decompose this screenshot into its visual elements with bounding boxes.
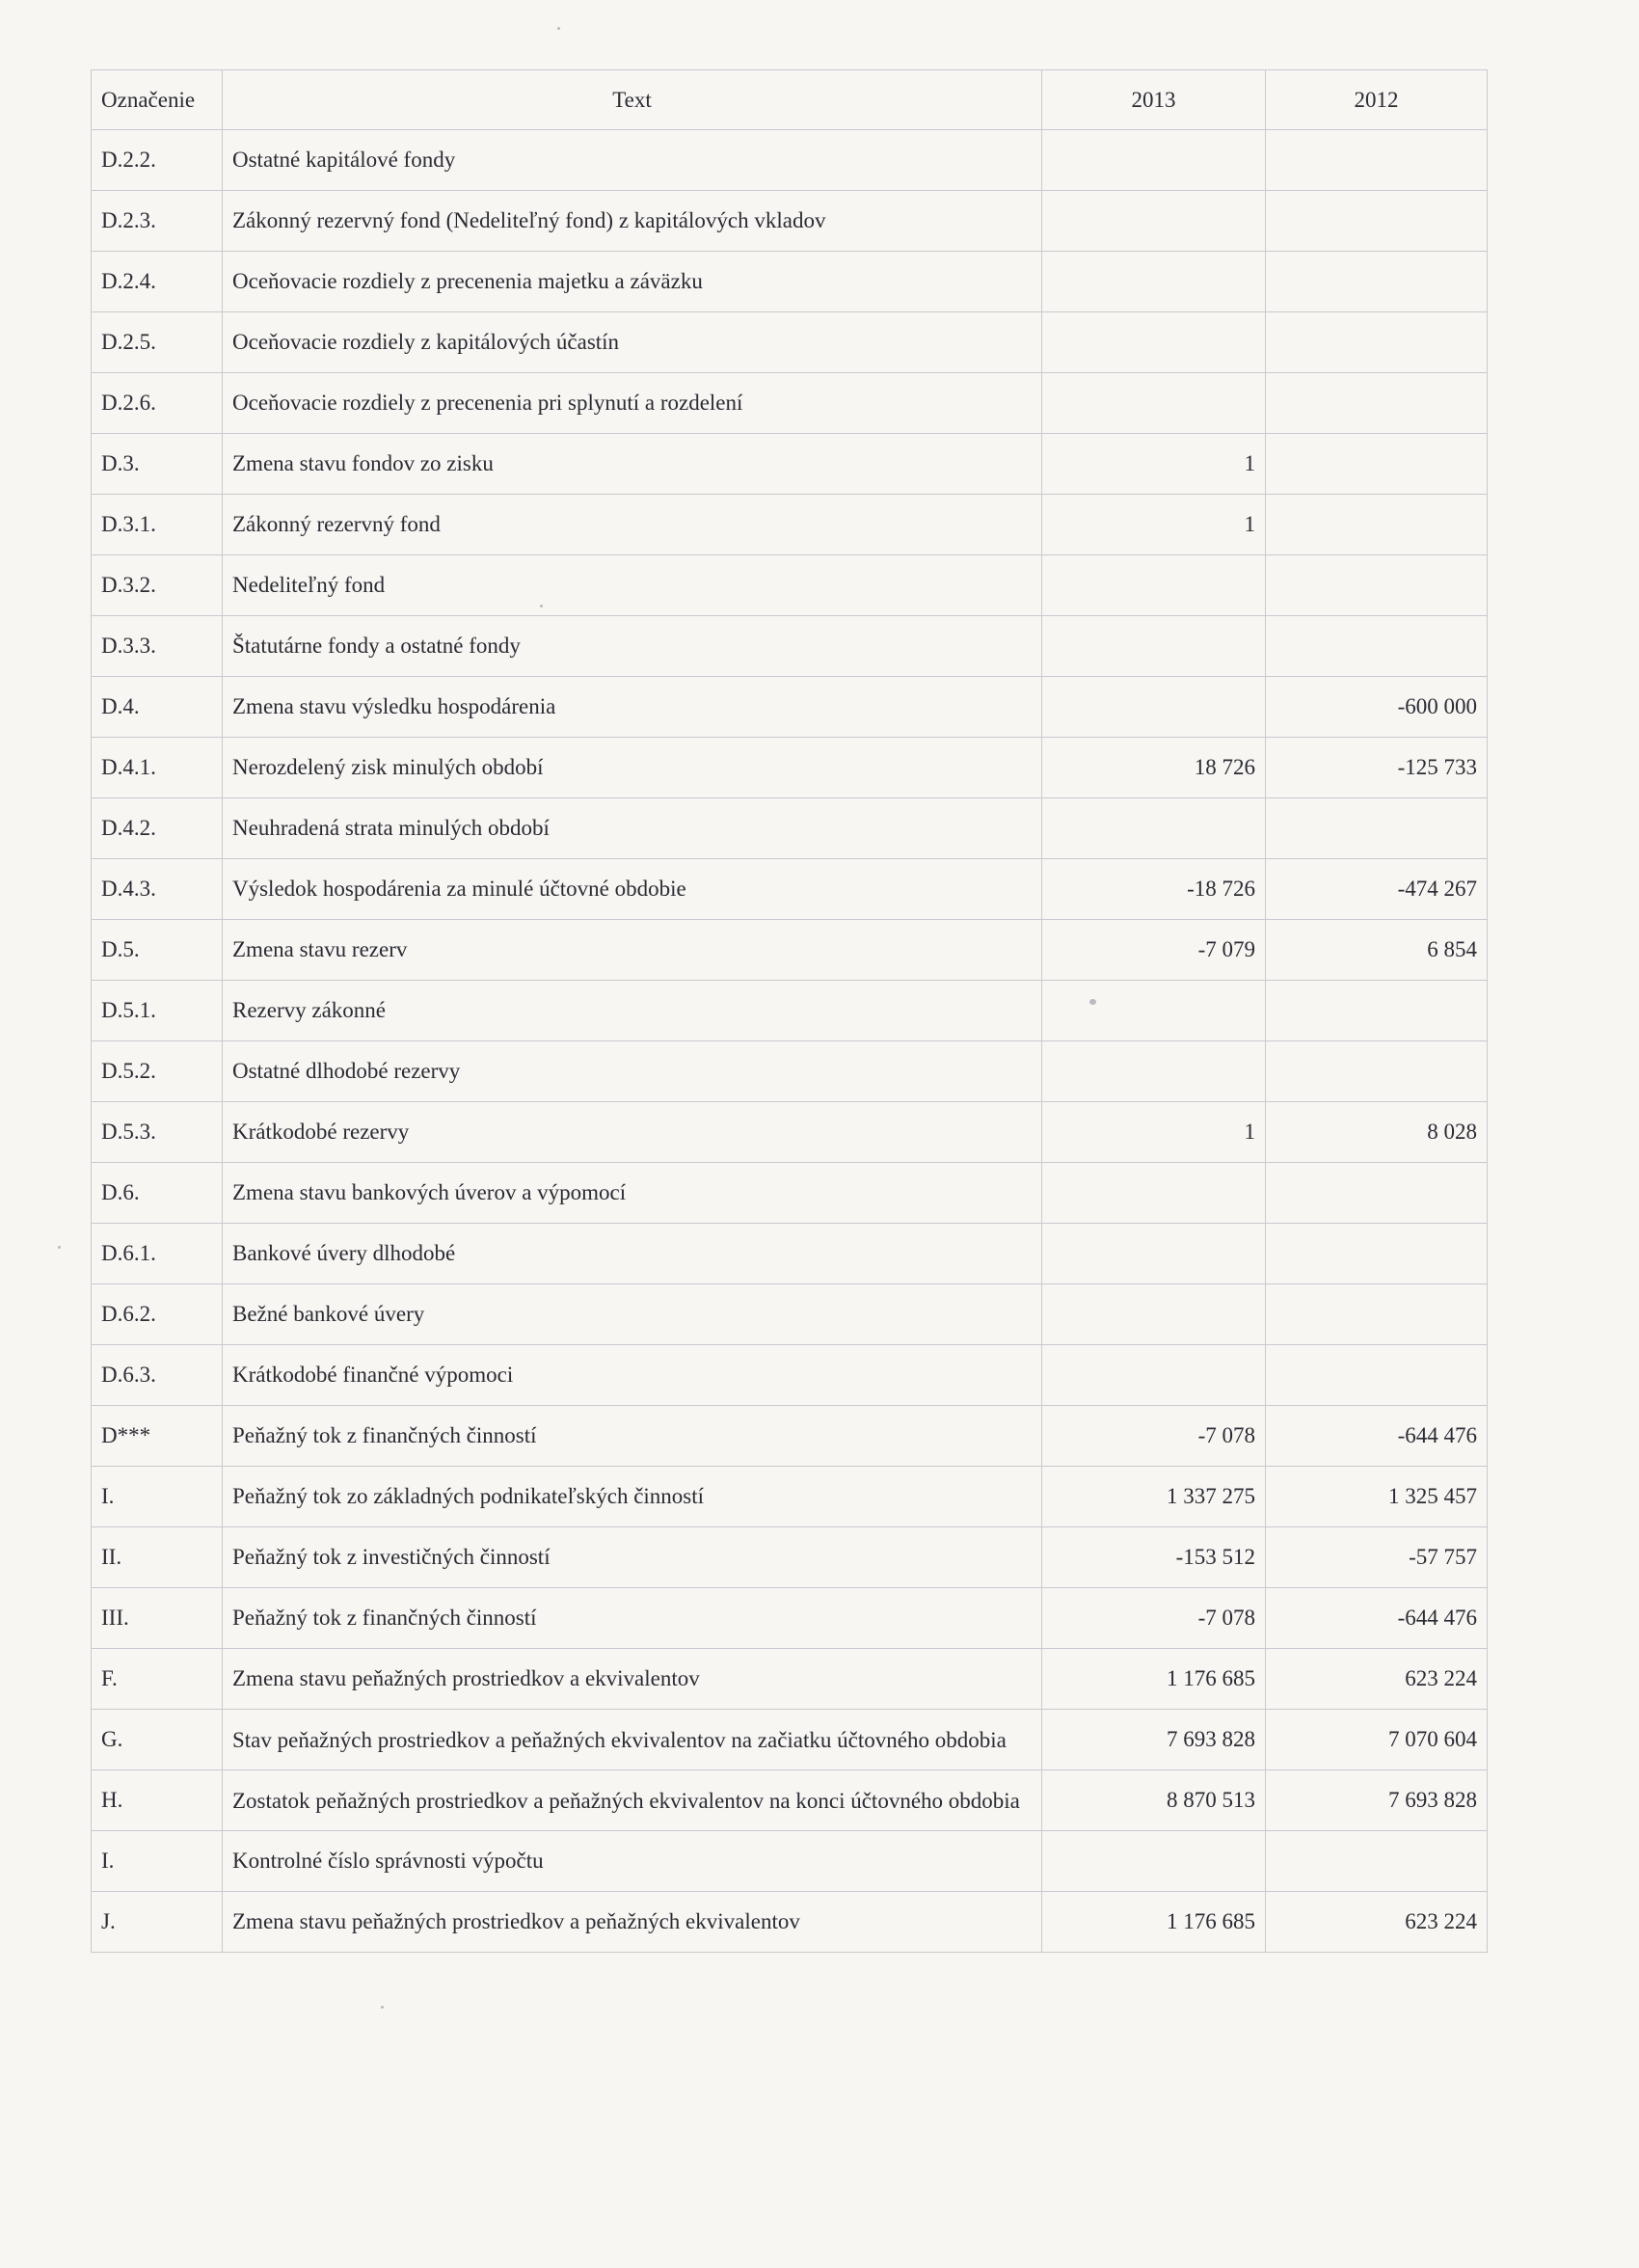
table-row: [92, 1892, 1488, 1953]
row-text: Zákonný rezervný fond: [223, 495, 1042, 555]
row-value-2013: [1042, 1224, 1266, 1284]
row-value-2012: -57 757: [1266, 1527, 1488, 1588]
row-value-2013: 1 337 275: [1042, 1467, 1266, 1527]
row-value-2013: 1: [1042, 1102, 1266, 1163]
header-year-2012: 2012: [1266, 70, 1488, 130]
row-value-2012: 8 028: [1266, 1102, 1488, 1163]
table-row: [92, 312, 1488, 373]
row-code: H.: [92, 1770, 223, 1831]
table-row: [92, 1467, 1488, 1527]
table-row: [92, 1770, 1488, 1831]
row-value-2012: [1266, 495, 1488, 555]
row-text: Bežné bankové úvery: [223, 1284, 1042, 1345]
row-value-2013: [1042, 1831, 1266, 1892]
row-code: D.5.: [92, 920, 223, 981]
row-text: Zostatok peňažných prostriedkov a peňažných ekvivalentov na konci účtovného obdobia: [223, 1770, 1042, 1831]
table-row: [92, 130, 1488, 191]
row-value-2013: [1042, 981, 1266, 1041]
row-value-2012: [1266, 312, 1488, 373]
row-code: D.4.1.: [92, 738, 223, 798]
row-value-2012: [1266, 616, 1488, 677]
table-row: [92, 798, 1488, 859]
table-row: [92, 1041, 1488, 1102]
row-text: Zmena stavu peňažných prostriedkov a peňažných ekvivalentov: [223, 1892, 1042, 1953]
table-row: [92, 1102, 1488, 1163]
row-code: D.3.: [92, 434, 223, 495]
row-value-2013: 1 176 685: [1042, 1649, 1266, 1710]
row-value-2013: [1042, 616, 1266, 677]
row-value-2013: [1042, 312, 1266, 373]
row-value-2012: [1266, 434, 1488, 495]
row-value-2012: [1266, 981, 1488, 1041]
row-text: Krátkodobé rezervy: [223, 1102, 1042, 1163]
row-text: Oceňovacie rozdiely z kapitálových účastín: [223, 312, 1042, 373]
row-value-2013: [1042, 798, 1266, 859]
row-code: G.: [92, 1710, 223, 1770]
row-value-2013: 8 870 513: [1042, 1770, 1266, 1831]
table-row: [92, 373, 1488, 434]
row-text: Krátkodobé finančné výpomoci: [223, 1345, 1042, 1406]
table-row: [92, 616, 1488, 677]
row-code: D.2.3.: [92, 191, 223, 252]
row-text: Peňažný tok z investičných činností: [223, 1527, 1042, 1588]
row-code: D.3.1.: [92, 495, 223, 555]
table-row: [92, 920, 1488, 981]
row-text: Zmena stavu rezerv: [223, 920, 1042, 981]
row-code: D.6.1.: [92, 1224, 223, 1284]
row-text: Stav peňažných prostriedkov a peňažných ekvivalentov na začiatku účtovného obdobia: [223, 1710, 1042, 1770]
table-row: [92, 252, 1488, 312]
scan-speck: [58, 1246, 61, 1249]
table-row: [92, 495, 1488, 555]
table-row: [92, 738, 1488, 798]
row-value-2013: [1042, 555, 1266, 616]
row-value-2013: -7 078: [1042, 1588, 1266, 1649]
row-code: III.: [92, 1588, 223, 1649]
row-text: Ostatné dlhodobé rezervy: [223, 1041, 1042, 1102]
row-value-2012: [1266, 1163, 1488, 1224]
row-value-2013: -153 512: [1042, 1527, 1266, 1588]
row-value-2013: [1042, 191, 1266, 252]
scan-speck: [557, 27, 560, 30]
row-code: D.5.3.: [92, 1102, 223, 1163]
table-row: [92, 677, 1488, 738]
cash-flow-table: [91, 69, 1488, 1953]
table-row: [92, 1831, 1488, 1892]
row-text: Peňažný tok z finančných činností: [223, 1588, 1042, 1649]
row-value-2012: 623 224: [1266, 1892, 1488, 1953]
table-header-row: [92, 70, 1488, 130]
row-code: D.4.2.: [92, 798, 223, 859]
row-code: D***: [92, 1406, 223, 1467]
row-value-2013: -7 078: [1042, 1406, 1266, 1467]
table-row: [92, 859, 1488, 920]
row-text: Peňažný tok zo základných podnikateľských činností: [223, 1467, 1042, 1527]
row-code: D.5.1.: [92, 981, 223, 1041]
row-value-2013: [1042, 1163, 1266, 1224]
row-value-2012: 6 854: [1266, 920, 1488, 981]
row-code: I.: [92, 1467, 223, 1527]
scan-speck: [381, 2006, 384, 2009]
table-row: [92, 1588, 1488, 1649]
table-row: [92, 1649, 1488, 1710]
table-row: [92, 1284, 1488, 1345]
row-value-2013: -7 079: [1042, 920, 1266, 981]
row-text: Štatutárne fondy a ostatné fondy: [223, 616, 1042, 677]
row-value-2012: [1266, 1041, 1488, 1102]
cash-flow-table-body: [92, 70, 1488, 1953]
row-value-2012: 623 224: [1266, 1649, 1488, 1710]
row-code: F.: [92, 1649, 223, 1710]
row-value-2012: [1266, 1831, 1488, 1892]
row-value-2012: -644 476: [1266, 1406, 1488, 1467]
row-value-2013: [1042, 130, 1266, 191]
row-text: Zmena stavu peňažných prostriedkov a ekvivalentov: [223, 1649, 1042, 1710]
row-code: D.2.4.: [92, 252, 223, 312]
row-value-2012: [1266, 1224, 1488, 1284]
row-text: Oceňovacie rozdiely z precenenia pri splynutí a rozdelení: [223, 373, 1042, 434]
row-text: Kontrolné číslo správnosti výpočtu: [223, 1831, 1042, 1892]
table-row: [92, 1224, 1488, 1284]
scan-speck: [540, 605, 543, 608]
row-text: Zákonný rezervný fond (Nedeliteľný fond) z kapitálových vkladov: [223, 191, 1042, 252]
row-text: Nerozdelený zisk minulých období: [223, 738, 1042, 798]
row-value-2012: [1266, 373, 1488, 434]
row-code: D.2.2.: [92, 130, 223, 191]
header-code: Označenie: [92, 70, 223, 130]
table-row: [92, 1163, 1488, 1224]
row-value-2013: 1 176 685: [1042, 1892, 1266, 1953]
row-code: D.3.3.: [92, 616, 223, 677]
row-value-2013: [1042, 677, 1266, 738]
header-text: Text: [223, 70, 1042, 130]
row-text: Zmena stavu fondov zo zisku: [223, 434, 1042, 495]
row-text: Rezervy zákonné: [223, 981, 1042, 1041]
row-text: Peňažný tok z finančných činností: [223, 1406, 1042, 1467]
row-value-2012: [1266, 1284, 1488, 1345]
row-value-2012: 7 693 828: [1266, 1770, 1488, 1831]
row-text: Nedeliteľný fond: [223, 555, 1042, 616]
row-value-2013: 1: [1042, 495, 1266, 555]
row-value-2012: [1266, 1345, 1488, 1406]
row-value-2013: [1042, 1284, 1266, 1345]
row-code: D.2.6.: [92, 373, 223, 434]
row-text: Oceňovacie rozdiely z precenenia majetku a záväzku: [223, 252, 1042, 312]
row-value-2012: 7 070 604: [1266, 1710, 1488, 1770]
row-text: Bankové úvery dlhodobé: [223, 1224, 1042, 1284]
row-value-2013: [1042, 1345, 1266, 1406]
row-code: D.6.: [92, 1163, 223, 1224]
table-row: [92, 555, 1488, 616]
row-value-2012: -474 267: [1266, 859, 1488, 920]
row-value-2013: [1042, 1041, 1266, 1102]
row-value-2012: -644 476: [1266, 1588, 1488, 1649]
cash-flow-statement-page: [91, 69, 1487, 1953]
row-text: Ostatné kapitálové fondy: [223, 130, 1042, 191]
row-code: D.5.2.: [92, 1041, 223, 1102]
row-value-2012: [1266, 130, 1488, 191]
row-value-2013: 1: [1042, 434, 1266, 495]
row-value-2013: [1042, 252, 1266, 312]
table-row: [92, 434, 1488, 495]
table-row: [92, 1527, 1488, 1588]
row-value-2013: 18 726: [1042, 738, 1266, 798]
row-code: D.6.3.: [92, 1345, 223, 1406]
header-year-2013: 2013: [1042, 70, 1266, 130]
table-row: [92, 981, 1488, 1041]
row-value-2012: [1266, 555, 1488, 616]
row-code: II.: [92, 1527, 223, 1588]
row-code: D.4.: [92, 677, 223, 738]
row-value-2012: [1266, 798, 1488, 859]
row-value-2013: -18 726: [1042, 859, 1266, 920]
table-row: [92, 1710, 1488, 1770]
scan-speck: [1089, 999, 1096, 1005]
row-text: Zmena stavu výsledku hospodárenia: [223, 677, 1042, 738]
row-value-2012: 1 325 457: [1266, 1467, 1488, 1527]
row-text: Neuhradená strata minulých období: [223, 798, 1042, 859]
row-code: D.4.3.: [92, 859, 223, 920]
row-value-2013: [1042, 373, 1266, 434]
table-row: [92, 1406, 1488, 1467]
row-value-2012: -125 733: [1266, 738, 1488, 798]
row-text: Zmena stavu bankových úverov a výpomocí: [223, 1163, 1042, 1224]
row-value-2012: [1266, 252, 1488, 312]
table-row: [92, 191, 1488, 252]
row-code: D.2.5.: [92, 312, 223, 373]
row-code: D.3.2.: [92, 555, 223, 616]
row-value-2012: -600 000: [1266, 677, 1488, 738]
row-text: Výsledok hospodárenia za minulé účtovné obdobie: [223, 859, 1042, 920]
row-code: D.6.2.: [92, 1284, 223, 1345]
row-value-2013: 7 693 828: [1042, 1710, 1266, 1770]
row-code: I.: [92, 1831, 223, 1892]
row-value-2012: [1266, 191, 1488, 252]
row-code: J.: [92, 1892, 223, 1953]
table-row: [92, 1345, 1488, 1406]
